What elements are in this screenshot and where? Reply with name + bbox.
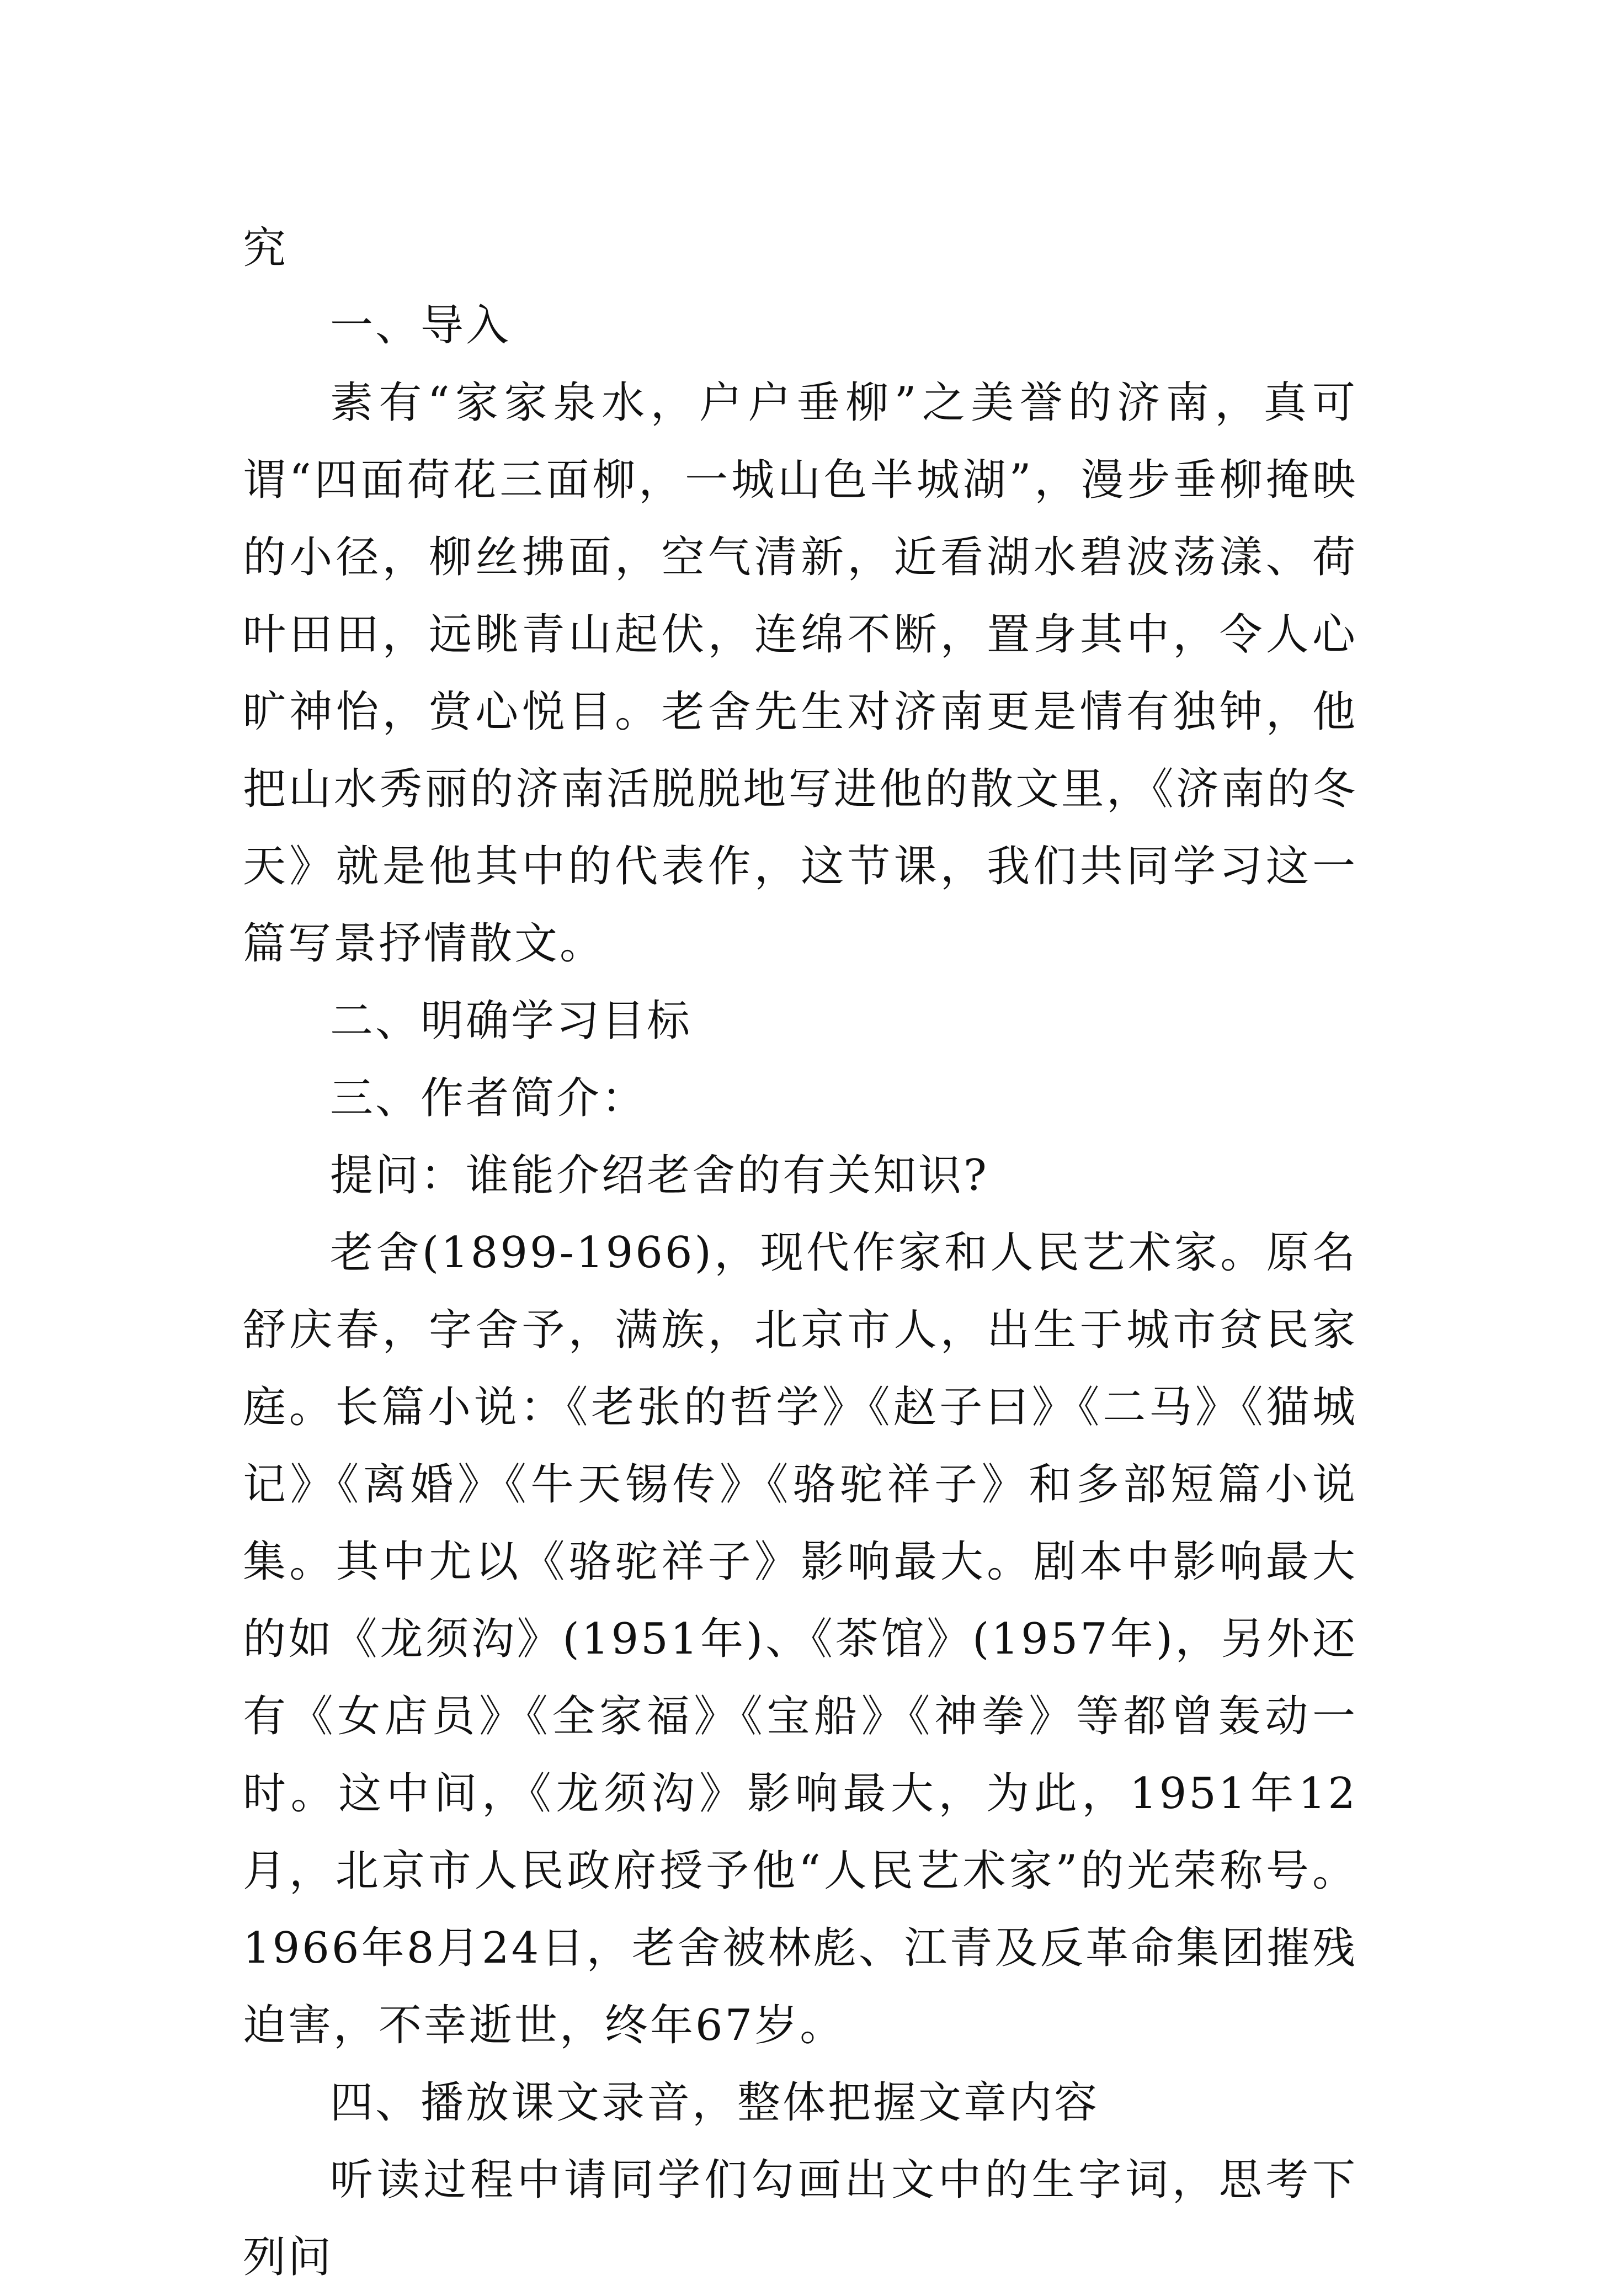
heading-play-recording: 四、播放课文录音，整体把握文章内容 xyxy=(330,2078,1100,2128)
heading-author-intro: 三、作者简介： xyxy=(330,1073,647,1123)
document-body xyxy=(243,210,1358,2296)
paragraph-introduction: 素有“家家泉水，户户垂柳”之美誉的济南，真可谓“四面荷花三面柳，一城山色半城湖”，漫步垂柳掩映的小径，柳丝拂面，空气清新，近看湖水碧波荡漾、荷叶田田，远眺青山起伏，连绵不断，置身其中，令人心旷神怡，赏心悦目。老舍先生对济南更是情有独钟，他把山水秀丽的济南活脱脱地写进他的散文里，《济南的冬天》就是他其中的代表作，这节课，我们共同学习这一篇写景抒情散文。 xyxy=(243,378,1358,969)
paragraph-continuation: 究 xyxy=(243,224,289,273)
heading-introduction: 一、导入 xyxy=(330,301,512,350)
heading-learning-goals: 二、明确学习目标 xyxy=(330,996,693,1046)
paragraph-author-bio: 老舍(1899-1966)，现代作家和人民艺术家。原名舒庆春，字舍予，满族，北京市人，出生于城市贫民家庭。长篇小说：《老张的哲学》《赵子曰》《二马》《猫城记》《离婚》《牛天锡传》《骆驼祥子》和多部短篇小说集。其中尤以《骆驼祥子》影响最大。剧本中影响最大的如《龙须沟》(1951年)、《茶馆》(1957年)，另外还有《女店员》《全家福》《宝船》《神拳》等都曾轰动一时。这中间，《龙须沟》影响最大，为此，1951年12月，北京市人民政府授予他“人民艺术家”的光荣称号。1966年8月24日，老舍被林彪、江青及反革命集团摧残迫害，不幸逝世，终年67岁。 xyxy=(243,1228,1358,2050)
paragraph-question: 提问：谁能介绍老舍的有关知识? xyxy=(330,1151,989,1200)
paragraph-listening-task: 听读过程中请同学们勾画出文中的生字词，思考下列问 xyxy=(243,2155,1358,2282)
